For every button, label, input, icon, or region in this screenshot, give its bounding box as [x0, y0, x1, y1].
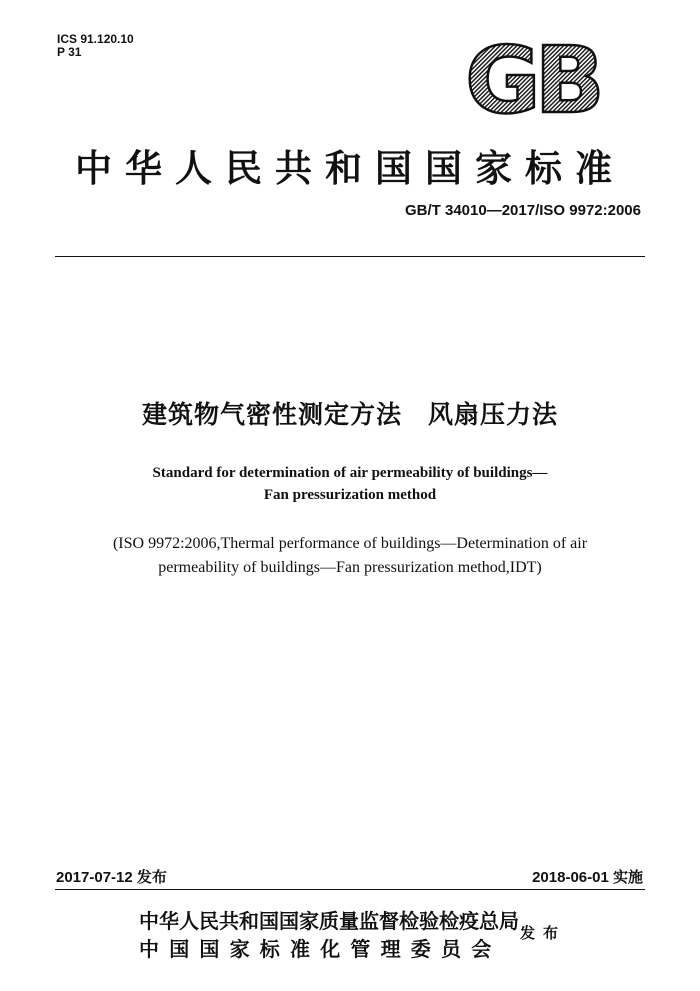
- title-english-line1: Standard for determination of air permeability of buildings—: [152, 465, 548, 481]
- issuer-sac: 中国国家标准化管理委员会: [139, 937, 502, 961]
- title-english: [0, 462, 700, 506]
- ics-code: ICS 91.120.10: [57, 32, 134, 46]
- title-english-line2: Fan pressurization method: [263, 487, 437, 503]
- iso-reference: [0, 532, 700, 580]
- publication-date: 2017-07-12 发布: [56, 869, 167, 886]
- top-divider: [55, 256, 645, 257]
- gb-logo-text: GB: [465, 42, 599, 120]
- iso-reference-line1: (ISO 9972:2006,Thermal performance of buildings—Determination of air: [112, 535, 588, 552]
- implementation-date: 2018-06-01 实施: [532, 869, 643, 886]
- national-standard-title: 中华人民共和国国家标准: [75, 147, 625, 190]
- issued-label: 发布: [520, 924, 567, 942]
- gb-logo: [456, 42, 608, 120]
- issuer-aqsiq: 中华人民共和国国家质量监督检验检疫总局: [139, 909, 519, 933]
- classification-codes: [57, 33, 134, 59]
- bottom-divider: [55, 889, 645, 890]
- iso-reference-line2: permeability of buildings—Fan pressurization method,IDT): [158, 559, 542, 576]
- standard-number: GB/T 34010—2017/ISO 9972:2006: [405, 202, 641, 219]
- ccs-code: P 31: [57, 45, 82, 59]
- title-chinese: 建筑物气密性测定方法 风扇压力法: [141, 400, 558, 429]
